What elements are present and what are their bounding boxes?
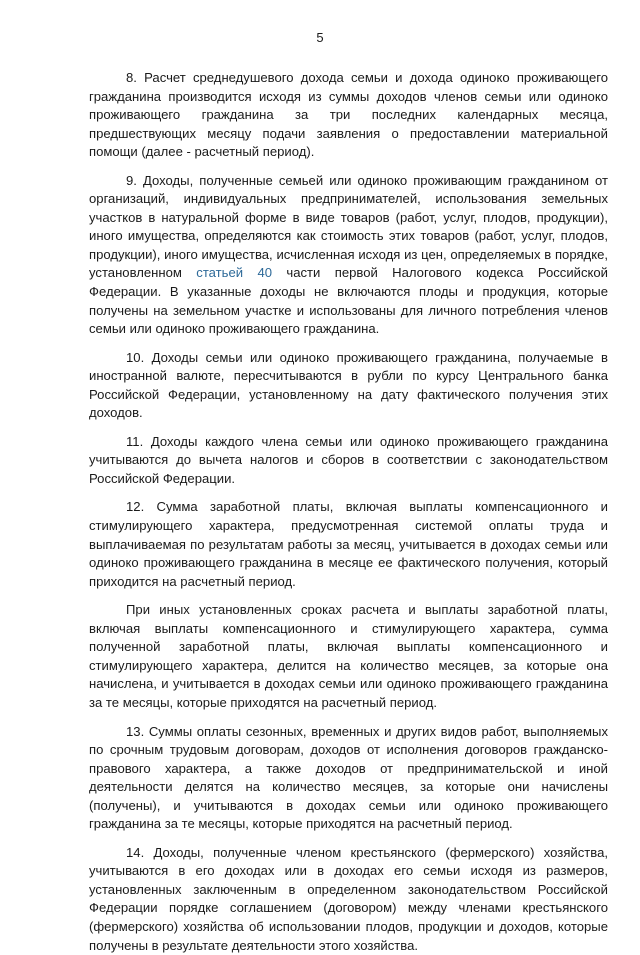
paragraph-10: 10. Доходы семьи или одиноко проживающего гражданина, получаемые в иностранной валюте, пересчитываются в рубли по курсу Центрального банка Российской Федерации, установленному на дату фактического получения этих доходов.: [89, 349, 608, 421]
paragraph-13: 13. Суммы оплаты сезонных, временных и других видов работ, выполняемых по срочным трудовым договорам, доходов от исполнения договоров гражданско-правового характера, а также доходов от предпринимательской и иной деятельности делятся на количество месяцев, за которые они начислены (получены), и учитываются в доходах семьи или одиноко проживающего гражданина за те месяцы, которые приходятся на расчетный период.: [89, 723, 608, 832]
paragraph-12: 12. Сумма заработной платы, включая выплаты компенсационного и стимулирующего характера, предусмотренная системой оплаты труда и выплачиваемая по результатам работы за месяц, учитывается в доходах семьи или одиноко проживающего гражданина в месяце ее фактического получения, который приходится на расчетный период.: [89, 499, 608, 589]
paragraph-14: 14. Доходы, полученные членом крестьянского (фермерского) хозяйства, учитываются в его доходах или в доходах его семьи исходя из размеров, установленных заключенным в определенном законодательством Российской Федерации порядке соглашением (договором) между членами крестьянского (фермерского) хозяйства об использовании плодов, продукции и доходов, которые получены в результате деятельности этого хозяйства.: [89, 844, 608, 953]
paragraph-8: 8. Расчет среднедушевого дохода семьи и дохода одиноко проживающего гражданина производится исходя из суммы доходов членов семьи или одиноко проживающего гражданина за три последних календарных месяца, предшествующих месяцу подачи заявления о предоставлении материальной помощи (далее - расчетный период).: [89, 70, 608, 160]
document-body: [89, 69, 608, 955]
paragraph-9-text-after: части первой Налогового кодекса Российской Федерации. В указанные доходы не включаются плоды и продукция, которые получены на земельном участке и использованы для личного потребления членов семьи или одиноко проживающего гражданина.: [89, 265, 608, 337]
page-number: 5: [316, 30, 324, 45]
tax-code-article-link[interactable]: статьей 40: [196, 265, 273, 281]
paragraph-12-continued: При иных установленных сроках расчета и выплаты заработной платы, включая выплаты компенсационного и стимулирующего характера, сумма полученной заработной платы, включая выплаты компенсационного и стимулирующего характера, делится на количество месяцев, за которые она начислена, и учитывается в доходах семьи или одиноко проживающего гражданина за те месяцы, которые приходятся на расчетный период.: [89, 602, 608, 710]
paragraph-9: [89, 172, 608, 339]
paragraph-9-text-before: 9. Доходы, полученные семьей или одиноко проживающим гражданином от организаций, индивидуальных предпринимателей, использования земельных участков в натуральной форме в виде товаров (работ, услуг, плодов, продукции), иного имущества, определяются как стоимость этих товаров (работ, услуг, плодов, продукции), иного имущества, исчисленная исходя из цен, определяемых в порядке, установленном: [89, 172, 608, 281]
paragraph-11: 11. Доходы каждого члена семьи или одиноко проживающего гражданина учитываются до вычета налогов и сборов в соответствии с законодательством Российской Федерации.: [89, 433, 608, 486]
